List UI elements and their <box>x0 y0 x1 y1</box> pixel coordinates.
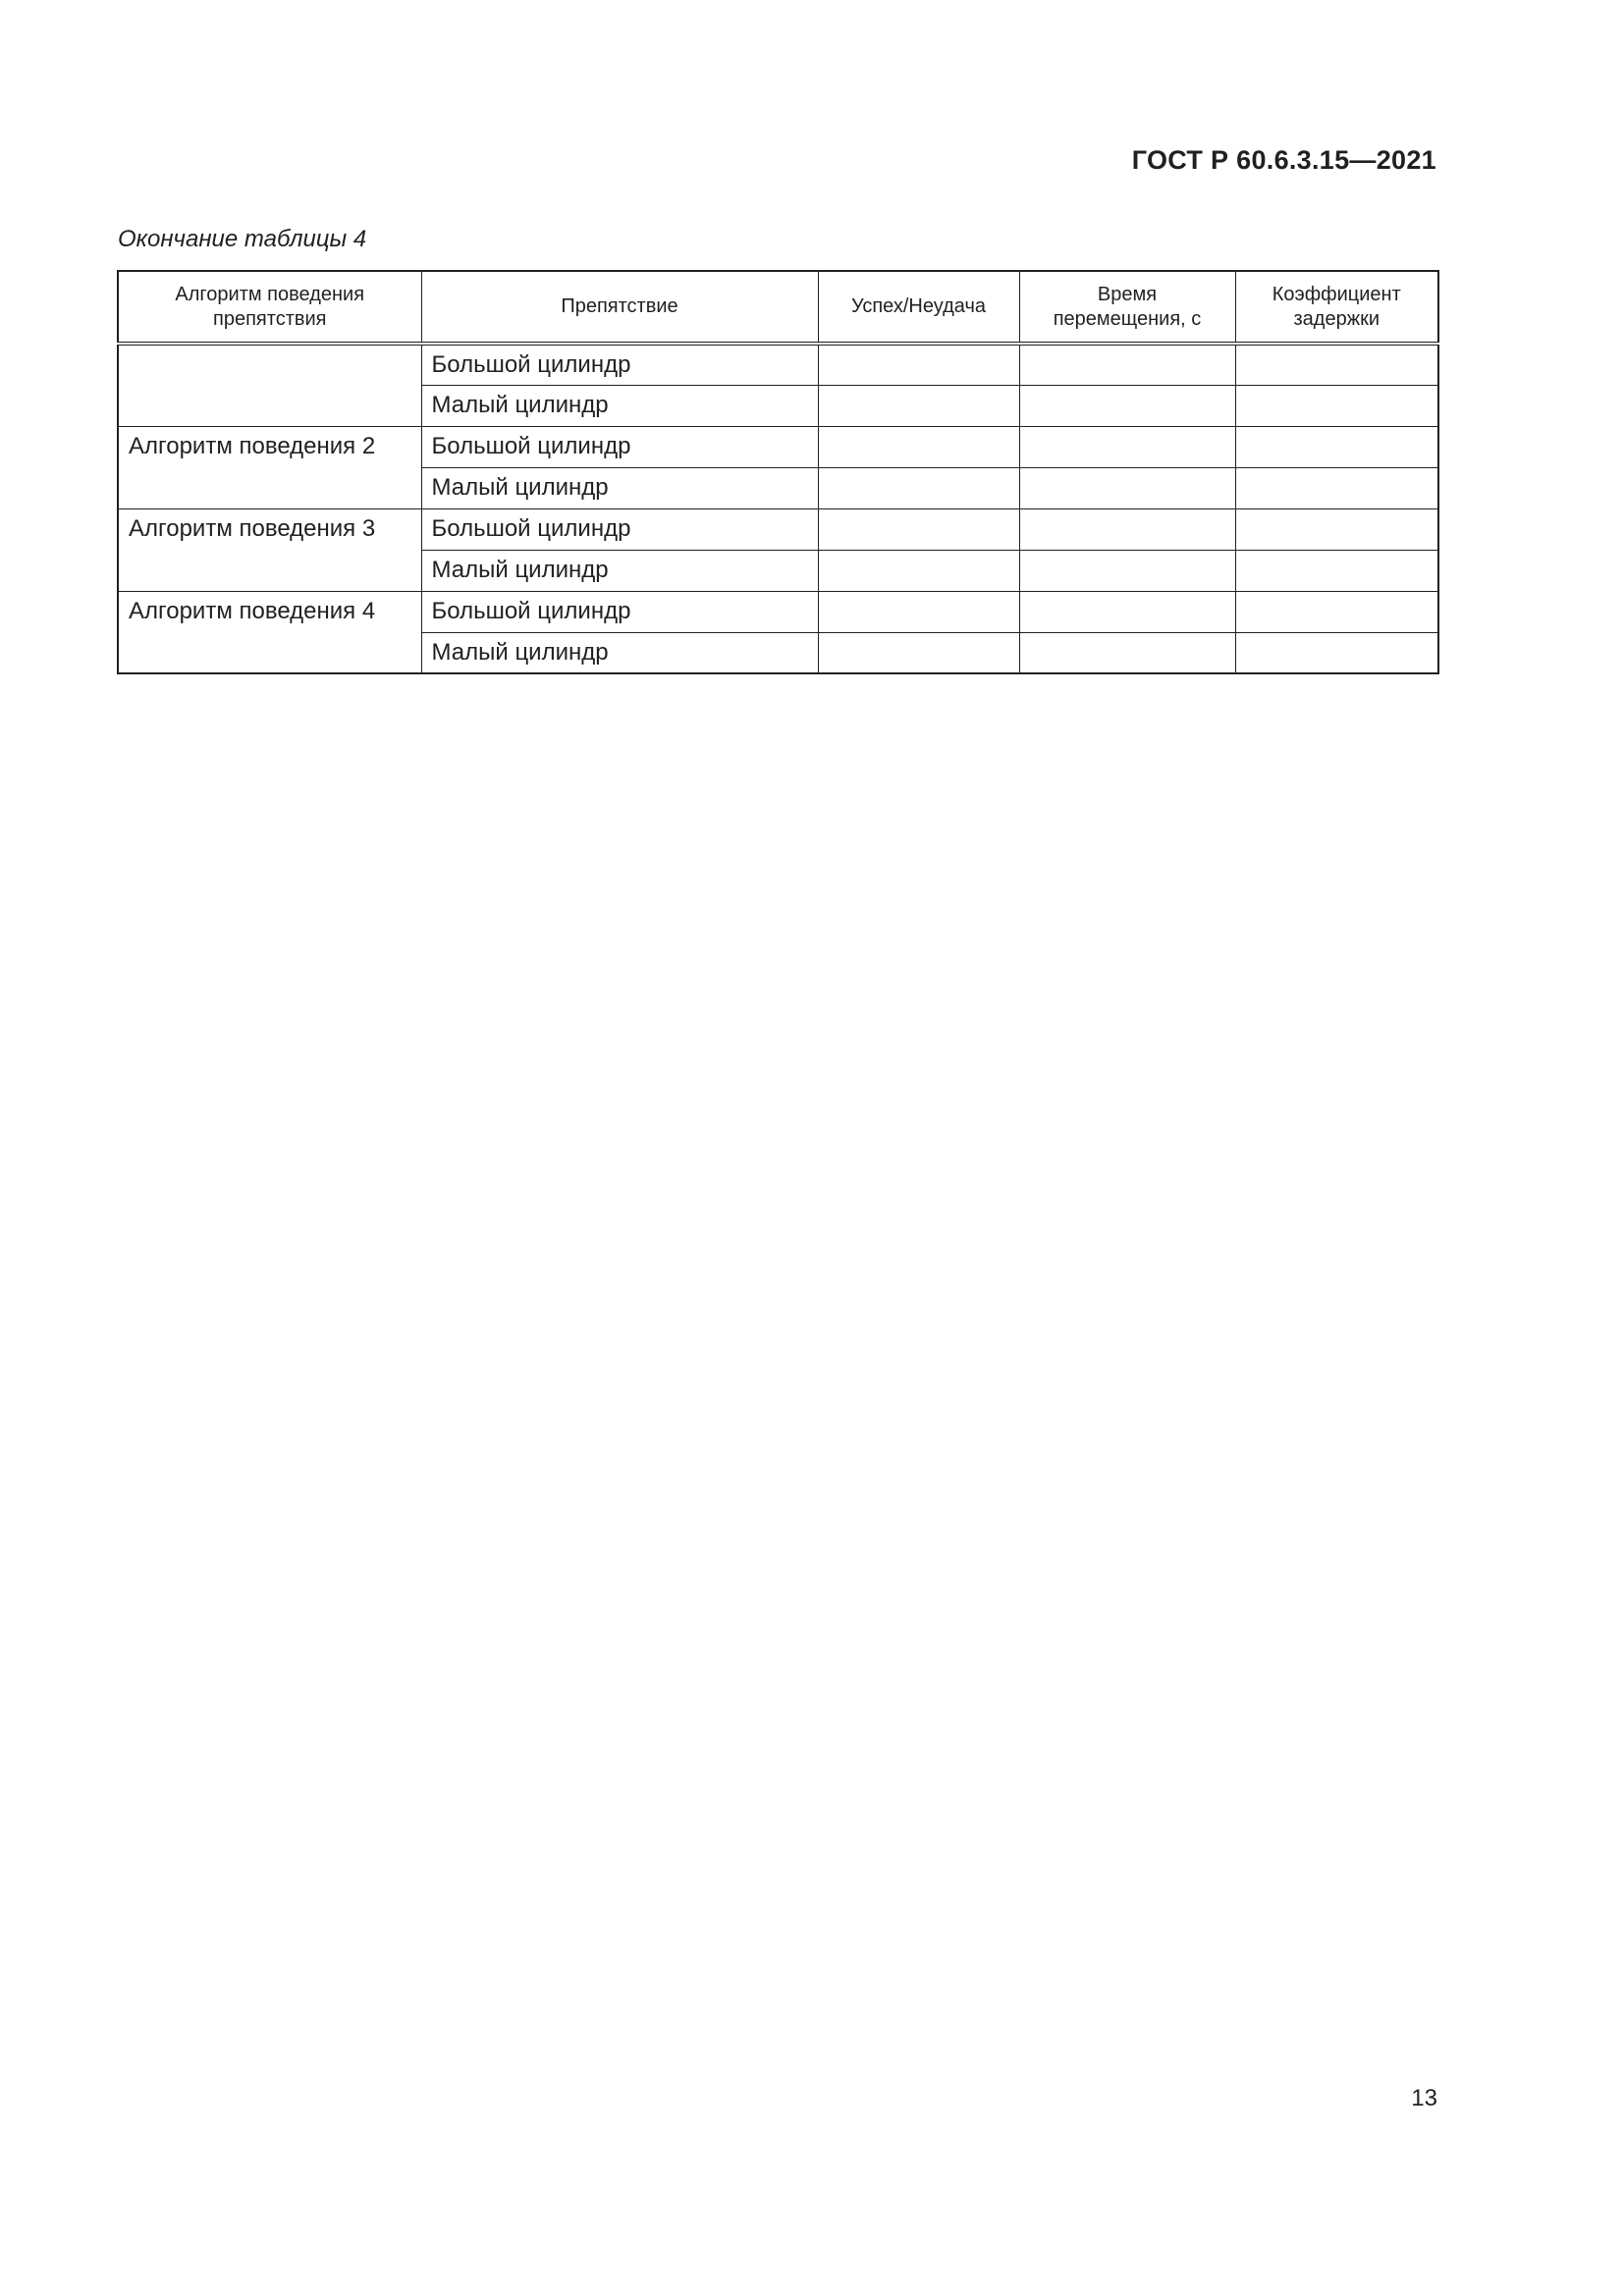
time-cell <box>1019 467 1235 508</box>
result-cell <box>818 591 1019 632</box>
coefficient-cell <box>1235 550 1438 591</box>
algorithm-cell: Алгоритм поведения 3 <box>118 508 421 591</box>
result-cell <box>818 344 1019 385</box>
time-cell <box>1019 632 1235 673</box>
obstacle-cell: Малый цилиндр <box>421 385 818 426</box>
table-caption: Окончание таблицы 4 <box>118 226 367 252</box>
page-number: 13 <box>1411 2085 1437 2111</box>
coefficient-cell <box>1235 385 1438 426</box>
obstacle-cell: Малый цилиндр <box>421 550 818 591</box>
time-cell <box>1019 385 1235 426</box>
column-header-algorithm: Алгоритм поведения препятствия <box>118 271 421 344</box>
obstacle-cell: Малый цилиндр <box>421 632 818 673</box>
coefficient-cell <box>1235 508 1438 550</box>
result-cell <box>818 632 1019 673</box>
time-cell <box>1019 591 1235 632</box>
result-cell <box>818 550 1019 591</box>
coefficient-cell <box>1235 591 1438 632</box>
time-cell <box>1019 550 1235 591</box>
obstacle-cell: Большой цилиндр <box>421 508 818 550</box>
coefficient-cell <box>1235 426 1438 467</box>
obstacle-cell: Большой цилиндр <box>421 426 818 467</box>
column-header-time: Время перемещения, с <box>1019 271 1235 344</box>
time-cell <box>1019 426 1235 467</box>
time-cell <box>1019 508 1235 550</box>
coefficient-cell <box>1235 632 1438 673</box>
obstacle-cell: Большой цилиндр <box>421 591 818 632</box>
time-cell <box>1019 344 1235 385</box>
result-cell <box>818 508 1019 550</box>
table-row <box>118 591 1438 632</box>
column-header-coefficient: Коэффициент задержки <box>1235 271 1438 344</box>
table-row <box>118 508 1438 550</box>
table-row <box>118 344 1438 385</box>
table-row <box>118 426 1438 467</box>
result-cell <box>818 467 1019 508</box>
coefficient-cell <box>1235 467 1438 508</box>
table-header-row <box>118 271 1438 344</box>
obstacle-cell: Малый цилиндр <box>421 467 818 508</box>
result-cell <box>818 426 1019 467</box>
coefficient-cell <box>1235 344 1438 385</box>
algorithm-cell <box>118 344 421 426</box>
algorithm-cell: Алгоритм поведения 4 <box>118 591 421 673</box>
table-container <box>117 270 1437 674</box>
algorithm-cell: Алгоритм поведения 2 <box>118 426 421 508</box>
obstacle-cell: Большой цилиндр <box>421 344 818 385</box>
column-header-obstacle: Препятствие <box>421 271 818 344</box>
column-header-result: Успех/Неудача <box>818 271 1019 344</box>
result-cell <box>818 385 1019 426</box>
document-code: ГОСТ Р 60.6.3.15—2021 <box>1131 145 1436 175</box>
results-table <box>117 270 1439 674</box>
